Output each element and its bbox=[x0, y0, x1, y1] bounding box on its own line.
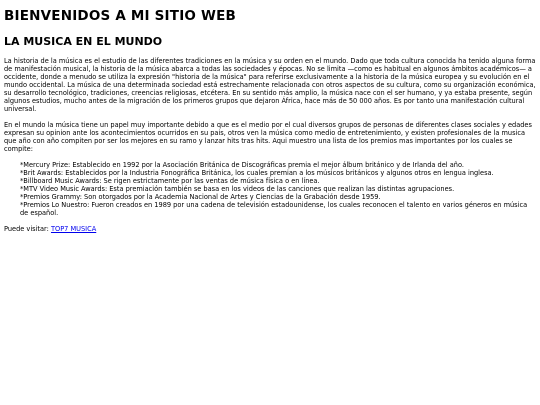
list-item: *Premios Lo Nuestro: Fueron creados en 1989 por una cadena de televisión estadounidense, los cuales reconocen el talento en varios géneros en música de español. bbox=[20, 201, 528, 217]
list-item: *MTV Video Music Awards: Esta premiación también se basa en los videos de las canciones que realizan las distintas agrupaciones. bbox=[20, 185, 455, 193]
page-title: BIENVENIDOS A MI SITIO WEB bbox=[4, 8, 236, 24]
list-item: *Premios Grammy: Son otorgados por la Academia Nacional de Artes y Ciencias de la Grabación desde 1959. bbox=[20, 193, 381, 201]
list-item: *Mercury Prize: Establecido en 1992 por la Asociación Británica de Discográficas premia el mejor álbum británico y de Irlanda del año. bbox=[20, 161, 464, 169]
list-item: *Billboard Music Awards: Se rigen estrictamente por las ventas de música física o en línea. bbox=[20, 177, 320, 185]
awards-list bbox=[4, 161, 536, 217]
intro-awards-paragraph: En el mundo la música tiene un papel muy importante debido a que es el medio por el cual diversos grupos de personas de diferentes clases sociales y edades expresan su opinion ante los acontecimientos ocurridos en su pais, otros ven la música como medio de entretenimiento, y existen profesionales de la musica que año con año compiten por ser los mejores en su ramo y lanzar hits tras hits. Aqui muestro una lista de los premios mas importantes por los cuales se compite: bbox=[4, 121, 532, 153]
history-paragraph: La historia de la música es el estudio de las diferentes tradiciones en la música y su orden en el mundo. Dado que toda cultura conocida ha tenido alguna forma de manifestación musical, la historia de la música abarca a todas las sociedades y épocas. No se limita —como es habitual en algunos ámbitos académicos— a occidente, donde a menudo se utiliza la expresión "historia de la música" para referirse exclusivamente a la historia de la música europea y su evolución en el mundo occidental. La música de una determinada sociedad está estrechamente relacionada con otros aspectos de su cultura, como su organización económica, su desarrollo tecnológico, tradiciones, creencias religiosas, etcétera. En su sentido más amplio, la música nace con el ser humano, y ya estaba presente, según algunos estudios, mucho antes de la migración de los primeros grupos que dejaron África, hace más de 50 000 años. Es por tanto una manifestación cultural universal. bbox=[4, 57, 536, 113]
top7-musica-link[interactable]: TOP7 MUSICA bbox=[50, 225, 97, 233]
visit-line bbox=[4, 225, 536, 233]
visit-label: Puede visitar: bbox=[4, 225, 51, 233]
list-item: *Brit Awards: Establecidos por la Industria Fonográfica Británica, los cuales premian a los músicos británicos y algunos otros en lengua inglesa. bbox=[20, 169, 494, 177]
section-title: LA MUSICA EN EL MUNDO bbox=[4, 35, 163, 48]
